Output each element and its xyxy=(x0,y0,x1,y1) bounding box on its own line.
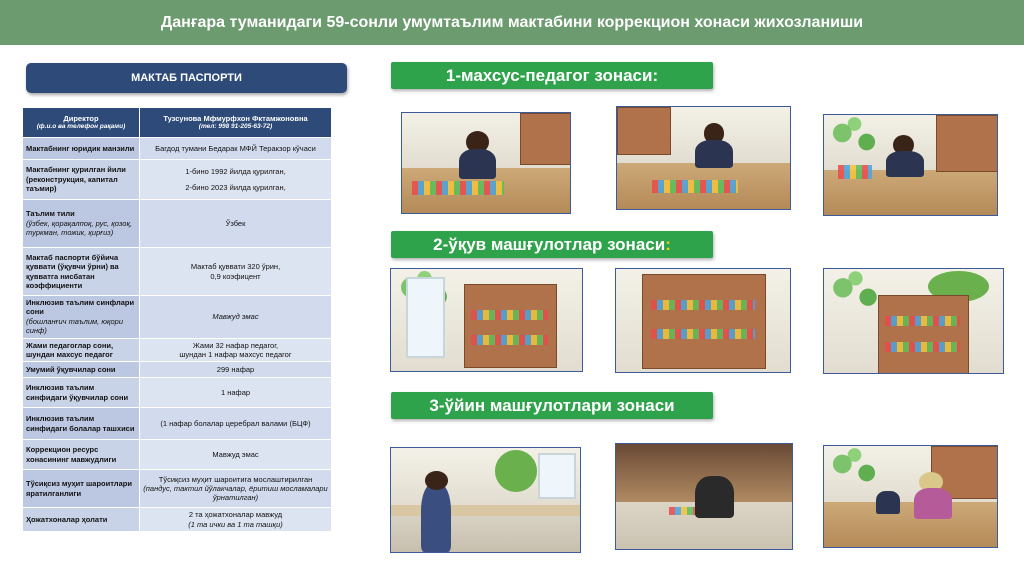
row-value: Тўсиқсиз муҳит шароитига мослаштирилган (пандус, тактил йўлакчалар, ёритиш мосламалари ўрнатилган) xyxy=(140,470,332,508)
row-value: (1 нафар болалар церебрал валами (БЦФ) xyxy=(140,408,332,440)
zone-3-photo-1 xyxy=(390,447,581,553)
table-row xyxy=(23,248,332,296)
row-label: Мактабнинг қурилган йили (реконструкция, капитал таъмир) xyxy=(23,160,140,200)
row-label: Жами педагоглар сони, шундан махсус педагог xyxy=(23,338,140,362)
row-label: Ҳожатхоналар ҳолати xyxy=(23,508,140,532)
zone-2-banner: 2-ўқув машғулотлар зонаси : xyxy=(391,231,713,258)
row-value: Мавжуд эмас xyxy=(140,296,332,339)
table-row xyxy=(23,508,332,532)
table-header-cell: Тузсунова Мфмурфхон Фктамжоновна (тел: 998 91-205-63-72) xyxy=(140,108,332,138)
row-label: Мактаб паспорти бўйича қуввати (ўқувчи ўрни) ва қувватга нисбатан коэффициенти xyxy=(23,248,140,296)
passport-button[interactable]: МАКТАБ ПАСПОРТИ xyxy=(26,63,347,93)
table-row xyxy=(23,296,332,339)
zone-1-photo-1 xyxy=(401,112,571,214)
zone-3-photo-2 xyxy=(615,443,793,550)
row-value: Жами 32 нафар педагог, шундан 1 нафар махсус педагог xyxy=(140,338,332,362)
table-row xyxy=(23,408,332,440)
zone-1-photo-3 xyxy=(823,114,998,216)
row-label: Коррекцион ресурс хонасининг мавжудлиги xyxy=(23,440,140,470)
table-row xyxy=(23,440,332,470)
table-row xyxy=(23,378,332,408)
header-bar xyxy=(0,0,1024,45)
zone-1-photo-2 xyxy=(616,106,791,210)
zone-1-banner: 1-махсус-педагог зонаси: xyxy=(391,62,713,89)
row-value: Мактаб қуввати 320 ўрин, 0,9 коэфицент xyxy=(140,248,332,296)
table-row xyxy=(23,470,332,508)
table-row xyxy=(23,160,332,200)
row-value: Ўзбек xyxy=(140,200,332,248)
zone-2-photo-1 xyxy=(390,268,583,372)
row-value: Багдод тумани Бедарак МФЙ Теракзор кўчаси xyxy=(140,138,332,160)
row-label: Инклюзив таълим синфидаги болалар ташхиси xyxy=(23,408,140,440)
table-row xyxy=(23,138,332,160)
zone-3-photo-3 xyxy=(823,445,998,548)
table-row xyxy=(23,200,332,248)
table-row xyxy=(23,362,332,378)
row-label: Умумий ўқувчилар сони xyxy=(23,362,140,378)
row-value: 1-бино 1992 йилда қурилган, 2-бино 2023 йилда қурилган, xyxy=(140,160,332,200)
row-label: Инклюзив таълим синфлари сони (бошланғич таълим, юқори синф) xyxy=(23,296,140,339)
row-value: Мавжуд эмас xyxy=(140,440,332,470)
row-value: 2 та ҳожатхоналар мавжуд (1 та ички ва 1 та ташқи) xyxy=(140,508,332,532)
row-label: Инклюзив таълим синфидаги ўқувчилар сони xyxy=(23,378,140,408)
passport-table xyxy=(22,107,332,532)
table-header-row xyxy=(23,108,332,138)
row-label: Тўсиқсиз муҳит шароитлари яратилганлиги xyxy=(23,470,140,508)
row-label: Таълим тили (ўзбек, қорақалпоқ, рус, қозоқ, туркман, тожик, қирғиз) xyxy=(23,200,140,248)
page-title: Данғара туманидаги 59-сонли умумтаълим мактабини коррекцион хонаси жихозланиши xyxy=(160,13,864,31)
row-value: 1 нафар xyxy=(140,378,332,408)
zone-3-banner: 3-ўйин машғулотлари зонаси xyxy=(391,392,713,419)
zone-2-photo-2 xyxy=(615,268,791,373)
row-value: 299 нафар xyxy=(140,362,332,378)
table-row xyxy=(23,338,332,362)
row-label: Мактабнинг юридик манзили xyxy=(23,138,140,160)
zone-2-photo-3 xyxy=(823,268,1004,374)
table-header-cell: Директор (ф.и.о ва телефон рақами) xyxy=(23,108,140,138)
